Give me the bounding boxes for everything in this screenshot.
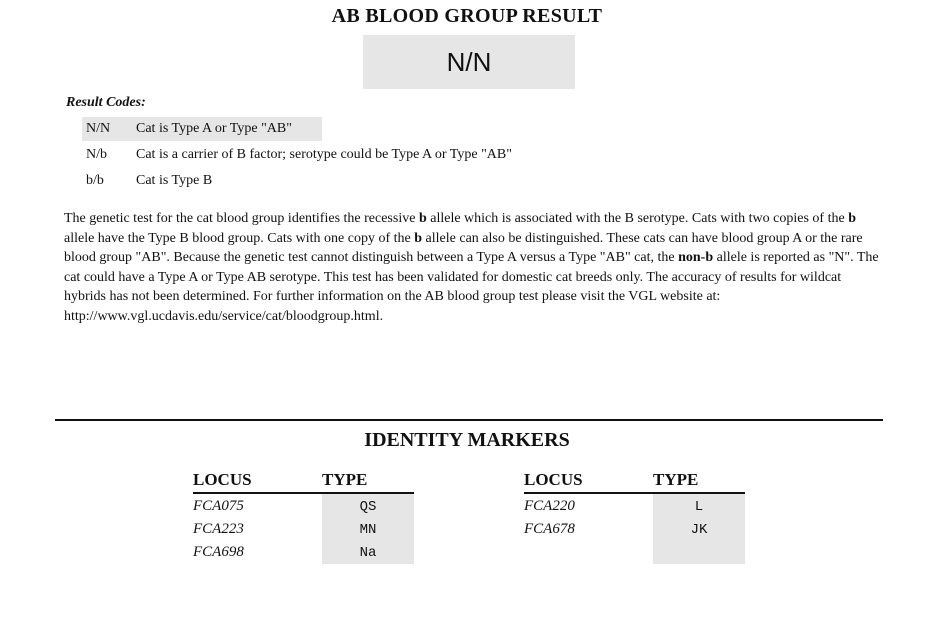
marker-row	[524, 518, 745, 541]
allele-b-bold: b	[848, 211, 856, 226]
result-code-description: Cat is Type A or Type "AB"	[136, 121, 292, 136]
marker-type: MN	[359, 522, 377, 538]
marker-row	[193, 541, 414, 564]
identity-markers-table-left	[193, 470, 414, 565]
section-divider	[55, 419, 883, 421]
type-header: TYPE	[653, 470, 699, 489]
type-header: TYPE	[322, 470, 368, 489]
allele-b-bold: b	[418, 211, 427, 226]
marker-row	[193, 495, 414, 518]
explanation-text: allele have the Type B blood group. Cats with one copy of the	[64, 230, 415, 246]
result-value: N/N	[446, 46, 492, 77]
locus-header: LOCUS	[524, 470, 583, 489]
marker-type: Na	[359, 545, 377, 561]
marker-locus: FCA220	[524, 498, 575, 514]
allele-b-bold: b	[414, 230, 423, 246]
marker-row	[524, 495, 745, 518]
marker-locus: FCA698	[193, 544, 244, 560]
explanation-text: The genetic test for the cat blood group identifies the recessive	[64, 211, 419, 226]
result-code-row	[82, 169, 322, 193]
allele-non-b-bold: non-b	[678, 250, 714, 266]
identity-markers-title: IDENTITY MARKERS	[364, 429, 570, 451]
result-code-row	[82, 143, 602, 167]
marker-locus: FCA075	[193, 498, 244, 514]
marker-locus: FCA678	[524, 521, 575, 537]
explanation-paragraph	[64, 209, 884, 327]
result-code-description: Cat is a carrier of B factor; serotype could be Type A or Type "AB"	[136, 147, 512, 162]
marker-type: QS	[359, 499, 377, 515]
result-code-description: Cat is Type B	[136, 173, 213, 188]
report-title: AB BLOOD GROUP RESULT	[331, 5, 603, 27]
result-value-box	[363, 35, 575, 89]
marker-locus: FCA223	[193, 521, 244, 537]
marker-type: JK	[690, 522, 708, 538]
marker-row	[193, 518, 414, 541]
locus-header: LOCUS	[193, 470, 252, 489]
result-code: N/b	[86, 147, 107, 162]
result-code: b/b	[86, 173, 104, 188]
result-codes-label: Result Codes:	[66, 95, 146, 110]
marker-type: L	[694, 499, 704, 515]
identity-markers-table-right	[524, 470, 745, 565]
explanation-text: allele is reported as "N". The cat could have a Type A or Type AB serotype. This test has been validated for domestic cat breeds only. The accuracy of results for wildcat hybrids has not been determined. For further information on the AB blood group test please visit the VGL website at: http://www.vgl.ucdavis.edu/service/cat/bloodgroup.html.	[64, 250, 879, 324]
result-code-row	[82, 117, 322, 141]
explanation-text: allele which is associated with the B serotype. Cats with two copies of the	[426, 211, 849, 226]
explanation-text: allele can also be distinguished. These cats can have blood group A or the rare blood group "AB". Because the genetic test cannot distinguish between a Type A versus a Type "AB" cat, the	[64, 230, 863, 266]
result-code: N/N	[86, 121, 111, 136]
